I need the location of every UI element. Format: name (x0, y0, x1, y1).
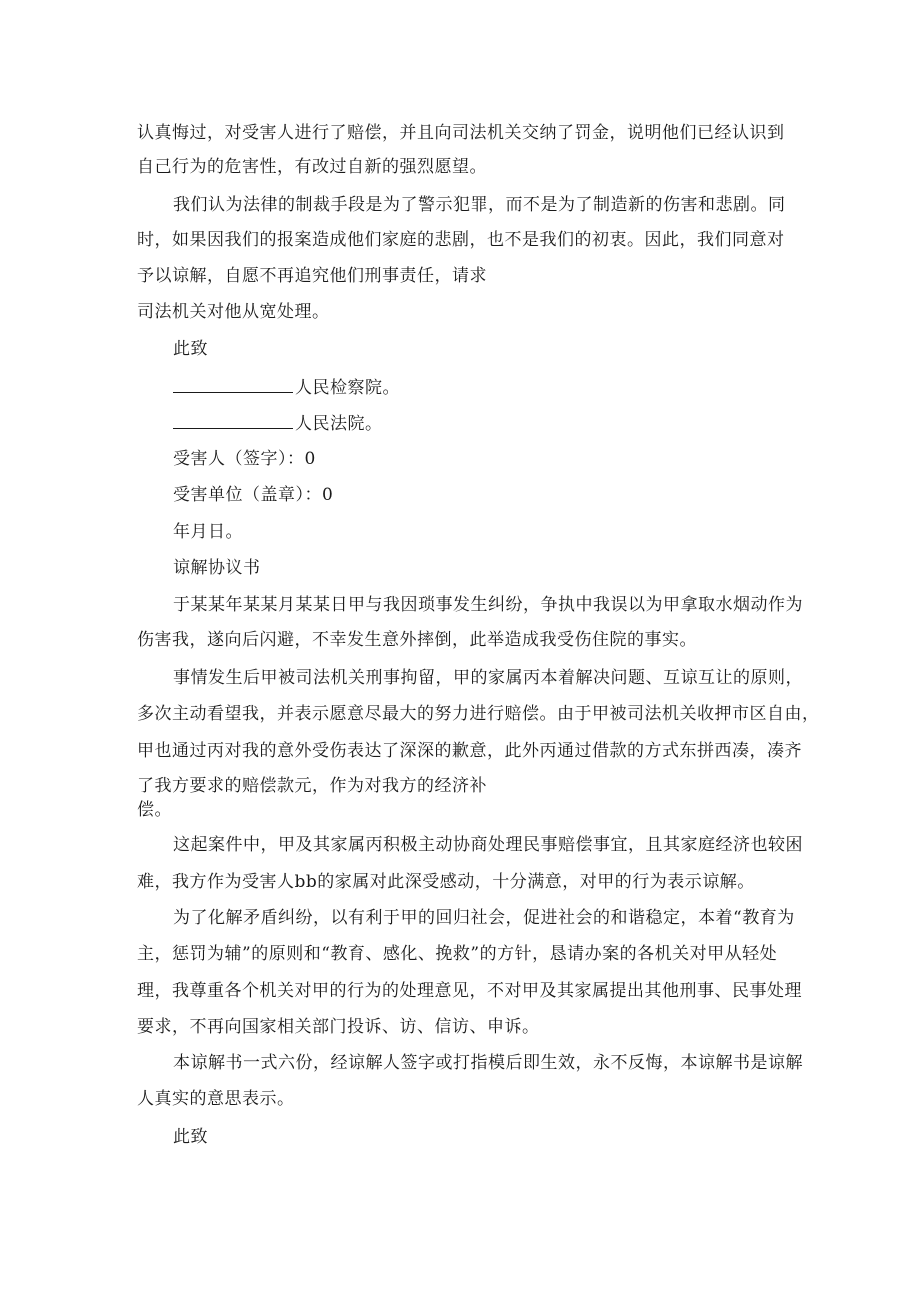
paragraph-line: 难，我方作为受害人bb的家属对此深受感动，十分满意，对甲的行为表示谅解。 (137, 872, 755, 892)
paragraph-line: 了我方要求的赔偿款元，作为对我方的经济补 (137, 776, 487, 796)
paragraph-line: 我们认为法律的制裁手段是为了警示犯罪，而不是为了制造新的伤害和悲剧。同 (173, 195, 786, 215)
paragraph-line: 司法机关对他从宽处理。 (137, 302, 330, 322)
victim-unit-seal: 受害单位（盖章）：0 (173, 485, 334, 505)
paragraph-line: 自己行为的危害性，有改过自新的强烈愿望。 (137, 157, 487, 177)
paragraph-line: 本谅解书一式六份，经谅解人签字或打指模后即生效，永不反悔，本谅解书是谅解 (173, 1053, 803, 1073)
paragraph-line: 主，惩罚为辅”的原则和“教育、感化、挽救”的方针，恳请办案的各机关对甲从轻处 (137, 944, 778, 964)
paragraph-line: 人真实的意思表示。 (137, 1089, 295, 1109)
paragraph-line: 这起案件中，甲及其家属丙积极主动协商处理民事赔偿事宜，且其家庭经济也较困 (173, 835, 803, 855)
recipient-label: 人民检察院。 (295, 378, 400, 398)
victim-signature: 受害人（签字）：0 (173, 449, 316, 469)
salutation: 此致 (173, 339, 208, 359)
recipient-procuratorate (173, 375, 400, 399)
paragraph-line: 于某某年某某月某某日甲与我因琐事发生纠纷，争执中我误以为甲拿取水烟动作为 (173, 595, 803, 615)
paragraph-line: 事情发生后甲被司法机关刑事拘留，甲的家属丙本着解决问题、互谅互让的原则， (173, 668, 803, 688)
fill-in-blank (173, 411, 293, 429)
paragraph-line: 予以谅解，自愿不再追究他们刑事责任，请求 (137, 266, 487, 286)
paragraph-line: 认真悔过，对受害人进行了赔偿，并且向司法机关交纳了罚金，说明他们已经认识到 (137, 123, 785, 143)
salutation: 此致 (173, 1127, 208, 1147)
document-title: 谅解协议书 (173, 558, 261, 578)
paragraph-line: 甲也通过丙对我的意外受伤表达了深深的歉意，此外丙通过借款的方式东拼西凑，凑齐 (137, 741, 802, 761)
paragraph-line: 多次主动看望我，并表示愿意尽最大的努力进行赔偿。由于甲被司法机关收押市区自由， (137, 704, 820, 724)
date-line: 年月日。 (173, 522, 243, 542)
paragraph-line: 偿。 (137, 800, 172, 820)
paragraph-line: 伤害我，遂向后闪避，不幸发生意外摔倒，此举造成我受伤住院的事实。 (137, 630, 697, 650)
paragraph-line: 为了化解矛盾纠纷，以有利于甲的回归社会，促进社会的和谐稳定，本着“教育为 (173, 908, 795, 928)
paragraph-line: 理，我尊重各个机关对甲的行为的处理意见，不对甲及其家属提出其他刑事、民事处理 (137, 981, 802, 1001)
paragraph-line: 时，如果因我们的报案造成他们家庭的悲剧，也不是我们的初衷。因此，我们同意对 (137, 230, 785, 250)
recipient-label: 人民法院。 (295, 414, 383, 434)
fill-in-blank (173, 375, 293, 393)
paragraph-line: 要求，不再向国家相关部门投诉、访、信访、申诉。 (137, 1017, 540, 1037)
recipient-court (173, 411, 383, 435)
